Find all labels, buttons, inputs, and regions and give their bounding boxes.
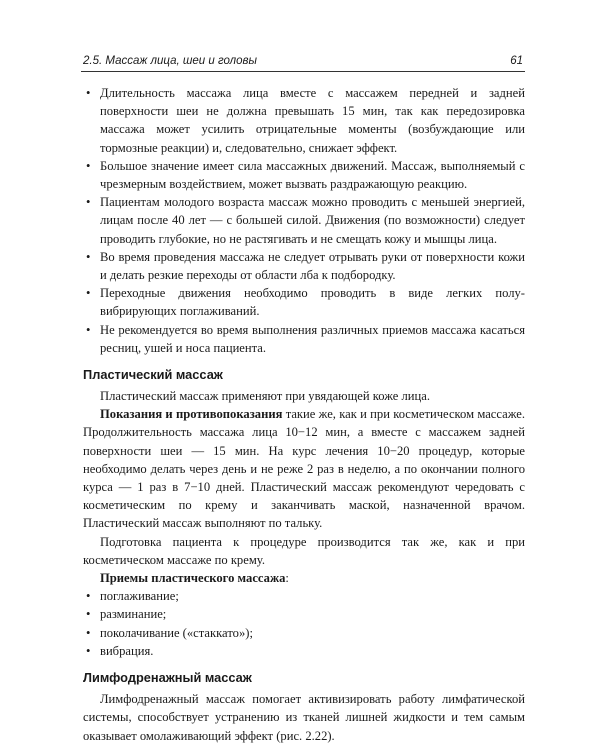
bullet-icon: • bbox=[86, 643, 91, 658]
paragraph-indications bbox=[83, 405, 525, 532]
bullet-icon: • bbox=[86, 195, 91, 210]
heading-lymphatic-massage: Лимфодренажный массаж bbox=[83, 670, 252, 686]
list-item bbox=[83, 587, 525, 605]
page-number: 61 bbox=[510, 55, 523, 67]
list-item bbox=[83, 642, 525, 660]
bullet-icon: • bbox=[86, 286, 91, 301]
list-item bbox=[83, 605, 525, 623]
bullet-icon: • bbox=[86, 86, 91, 100]
indications-text: такие же, как и при косметическом массаже. Продолжительность массажа лица 10−12 мин, а вместе с массажем задней поверхности шеи — 15 мин. На курс лечения 10−20 процедур, которые необходимо делать через день и не реже 2 раз в неделю, а по окончании полного курса — 1 раз в 7−10 дней. Пластический массаж рекомендуют чередовать с косметическим по крему и заканчивать маской, назначенной врачом. Пластический массаж выполняют по тальку. bbox=[83, 407, 525, 531]
heading-plastic-massage: Пластический массаж bbox=[83, 367, 223, 383]
bullet-icon: • bbox=[86, 589, 91, 604]
bullet-icon: • bbox=[86, 607, 91, 622]
page-body bbox=[83, 84, 525, 745]
bullet-icon: • bbox=[86, 249, 91, 264]
header-divider bbox=[81, 71, 525, 72]
running-header bbox=[81, 53, 525, 69]
bullet-icon: • bbox=[86, 158, 91, 173]
intro-bullet-list bbox=[83, 84, 525, 357]
list-item-text: поколачивание («стаккато»); bbox=[100, 625, 253, 640]
paragraph-preparation: Подготовка пациента к процедуре производится так же, как и при косметическом массаже по крему. bbox=[83, 534, 525, 567]
techniques-label: Приемы пластического массажа bbox=[100, 571, 286, 586]
bullet-icon: • bbox=[86, 625, 91, 640]
paragraph-plastic-intro: Пластический массаж применяют при увядающей коже лица. bbox=[100, 389, 430, 404]
list-item-text: Большое значение имеет сила массажных движений. Массаж, выполняемый с чрезмерным воздействием, может вызвать раздражающую реакцию. bbox=[100, 158, 525, 192]
paragraph-lymphatic: Лимфодренажный массаж помогает активизировать работу лимфатической системы, способствует устранению из тканей лишней жидкости и тем самым оказывает омолаживающий эффект (рис. 2.22). bbox=[83, 692, 525, 743]
list-item-text: Переходные движения необходимо проводить в виде легких полувибрирующих поглаживаний. bbox=[100, 286, 525, 319]
indications-label: Показания и противопоказания bbox=[100, 407, 283, 422]
techniques-colon: : bbox=[285, 571, 289, 586]
list-item-text: Пациентам молодого возраста массаж можно проводить с меньшей энергией, лицам после 40 лет — с большей силой. Движения (по возможности) следует проводить глубокие, но не растягивать и не смещать кожу и мышцы лица. bbox=[100, 195, 525, 246]
bullet-icon: • bbox=[86, 322, 91, 337]
list-item bbox=[83, 84, 525, 157]
list-item-text: разминание; bbox=[100, 607, 167, 622]
list-item bbox=[83, 284, 525, 320]
techniques-heading bbox=[83, 569, 525, 587]
list-item-text: Не рекомендуется во время выполнения различных приемов массажа касаться ресниц, ушей и носа пациента. bbox=[100, 322, 525, 355]
techniques-list bbox=[83, 587, 525, 660]
list-item-text: поглаживание; bbox=[100, 589, 179, 604]
section-title: 2.5. Массаж лица, шеи и головы bbox=[83, 55, 258, 67]
list-item bbox=[83, 624, 525, 642]
list-item bbox=[83, 157, 525, 193]
list-item bbox=[83, 321, 525, 357]
list-item-text: вибрация. bbox=[100, 643, 154, 658]
list-item-text: Длительность массажа лица вместе с массажем передней и задней поверхности шеи не должна превышать 15 мин, так как передозировка массажа может усилить отрицательные моменты (возбуждающие или тормозные реакции) и, следовательно, снижает эффект. bbox=[100, 86, 525, 155]
list-item-text: Во время проведения массажа не следует отрывать руки от поверхности кожи и делать резкие переходы от области лба к подбородку. bbox=[100, 249, 525, 283]
list-item bbox=[83, 193, 525, 248]
list-item bbox=[83, 248, 525, 284]
